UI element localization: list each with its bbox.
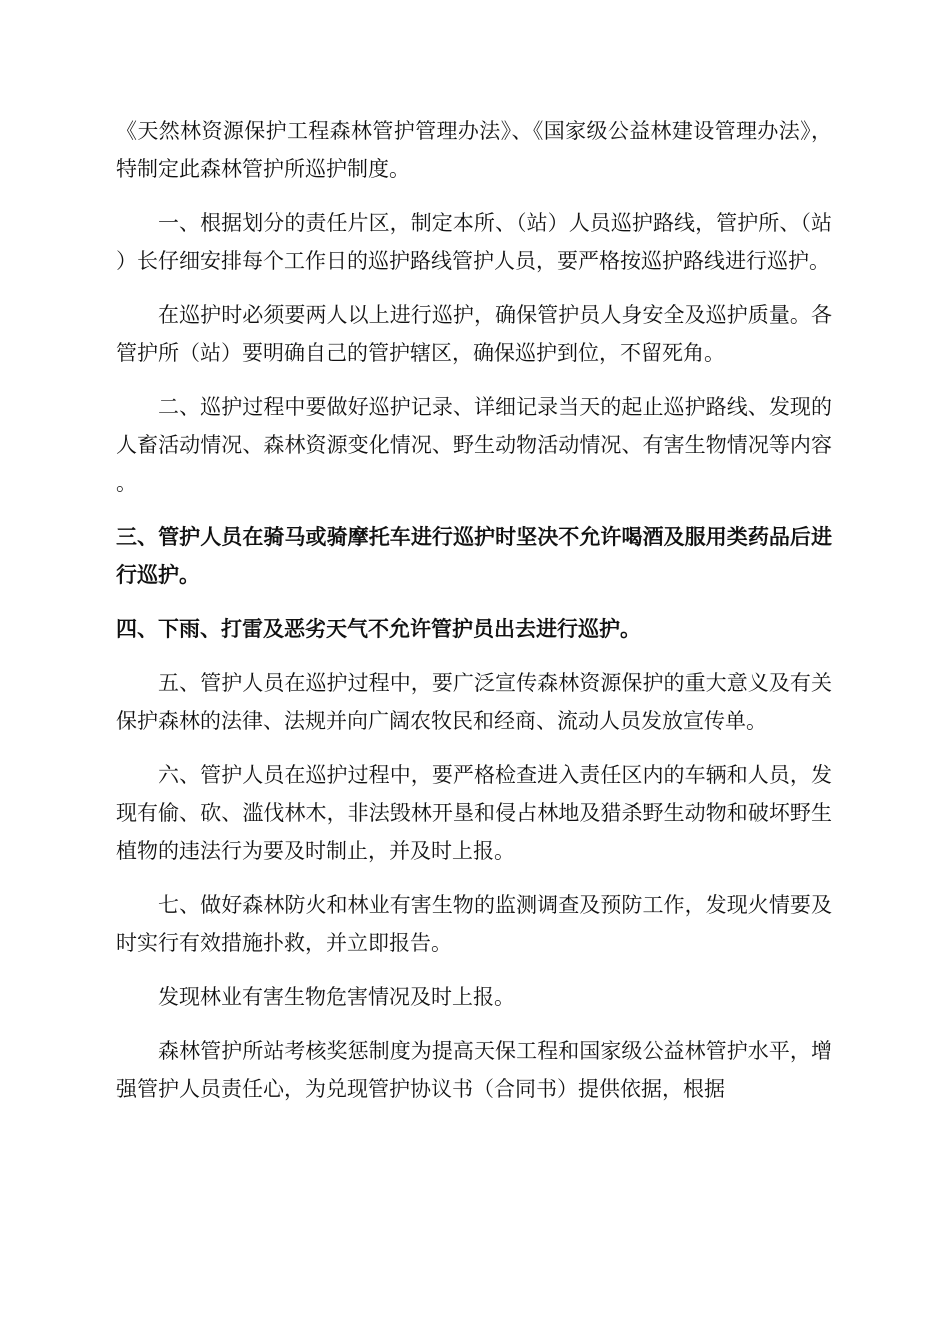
paragraph-2: 一、根据划分的责任片区，制定本所、（站）人员巡护路线，管护所、（站）长仔细安排每个工作日的巡护路线管护人员，要严格按巡护路线进行巡护。 [116,211,832,273]
paragraph-1: 《天然林资源保护工程森林管护管理办法》、《国家级公益林建设管理办法》，特制定此森林管护所巡护制度。 [116,119,832,181]
paragraph-6: 四、下雨、打雷及恶劣天气不允许管护员出去进行巡护。 [116,617,641,641]
paragraph-7: 五、管护人员在巡护过程中，要广泛宣传森林资源保护的重大意义及有关保护森林的法律、法规并向广阔农牧民和经商、流动人员发放宣传单。 [116,671,832,733]
paragraph-3: 在巡护时必须要两人以上进行巡护，确保管护员人身安全及巡护质量。各管护所（站）要明确自己的管护辖区，确保巡护到位，不留死角。 [116,303,832,365]
paragraph-8: 六、管护人员在巡护过程中，要严格检查进入责任区内的车辆和人员，发现有偷、砍、滥伐林木，非法毁林开垦和侵占林地及猎杀野生动物和破坏野生植物的违法行为要及时制止，并及时上报。 [116,763,832,863]
paragraph-4: 二、巡护过程中要做好巡护记录、详细记录当天的起止巡护路线、发现的人畜活动情况、森林资源变化情况、野生动物活动情况、有害生物情况等内容。 [116,395,832,495]
paragraph-5: 三、管护人员在骑马或骑摩托车进行巡护时坚决不允许喝酒及服用类药品后进行巡护。 [116,525,832,587]
document-page [116,112,832,1124]
paragraph-10: 发现林业有害生物危害情况及时上报。 [158,985,515,1009]
paragraph-9: 七、做好森林防火和林业有害生物的监测调查及预防工作，发现火情要及时实行有效措施扑救，并立即报告。 [116,893,832,955]
paragraph-11: 森林管护所站考核奖惩制度为提高天保工程和国家级公益林管护水平，增强管护人员责任心，为兑现管护协议书（合同书）提供依据，根据 [116,1039,832,1101]
